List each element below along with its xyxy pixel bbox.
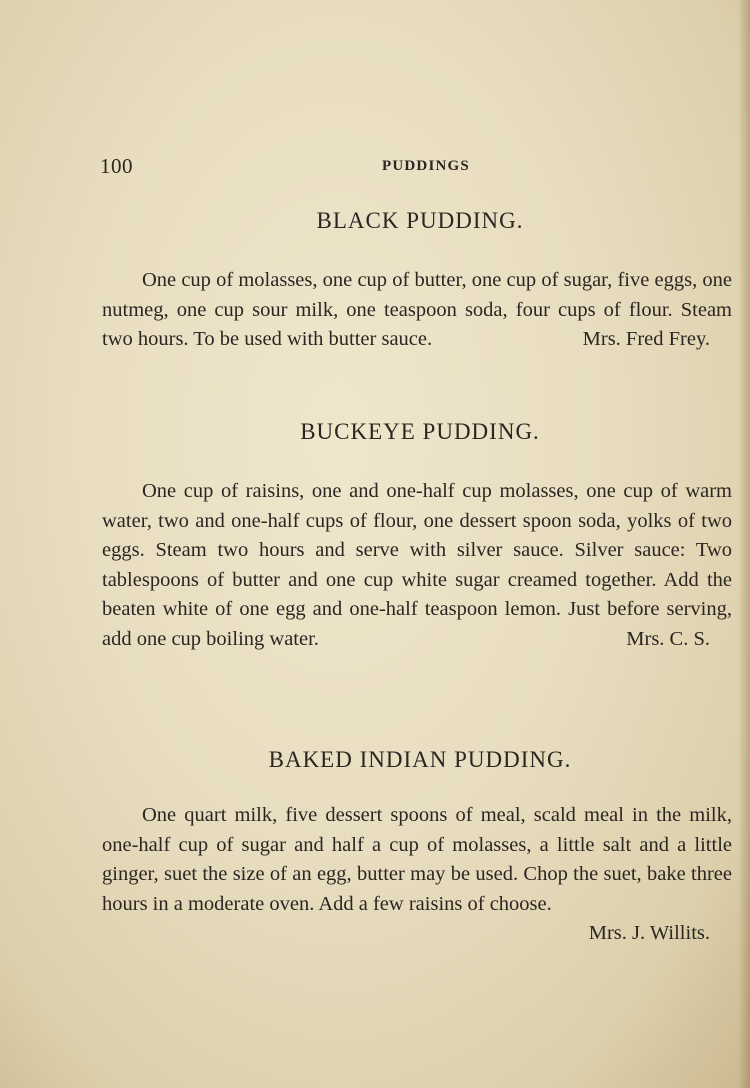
recipe-buckeye-pudding (102, 417, 732, 655)
recipe-body (102, 266, 732, 355)
recipe-black-pudding (102, 206, 732, 355)
recipe-author: Mrs. C. S. (626, 627, 710, 650)
page-number: 100 (100, 154, 133, 178)
page-edge-shadow (738, 0, 750, 1088)
recipe-body (102, 477, 732, 655)
recipe-body (102, 801, 732, 919)
recipe-title: BLACK PUDDING. (316, 208, 524, 233)
recipe-author: Mrs. J. Willits. (588, 922, 710, 945)
section-title: PUDDINGS (382, 158, 470, 174)
recipe-baked-indian-pudding (102, 745, 732, 949)
recipe-text: One quart milk, five dessert spoons of meal, scald meal in the milk, one-half cup of sugar and half a cup of molasses, a little salt and a little ginger, suet the size of an egg, butter may be used. Chop the suet, bake three hours in a moderate oven. Add a few raisins of choose. (102, 804, 732, 915)
recipe-text: One cup of molasses, one cup of butter, one cup of sugar, five eggs, one nutmeg, one cup sour milk, one teaspoon soda, four cups of flour. Steam two hours. To be used with butter sauce. (102, 269, 732, 351)
recipe-text: One cup of raisins, one and one-half cup molasses, one cup of warm water, two and one-half cups of flour, one dessert spoon soda, yolks of two eggs. Steam two hours and serve with silver sauce. Silver sauce: Two tablespoons of butter and one cup white sugar creamed together. Add the beaten white of one egg and one-half teaspoon lemon. Just before serving, add one cup boiling water. (102, 480, 732, 650)
recipe-title: BUCKEYE PUDDING. (300, 419, 540, 444)
running-head (100, 154, 720, 184)
recipe-author: Mrs. Fred Frey. (582, 328, 710, 351)
recipe-title: BAKED INDIAN PUDDING. (268, 747, 572, 772)
